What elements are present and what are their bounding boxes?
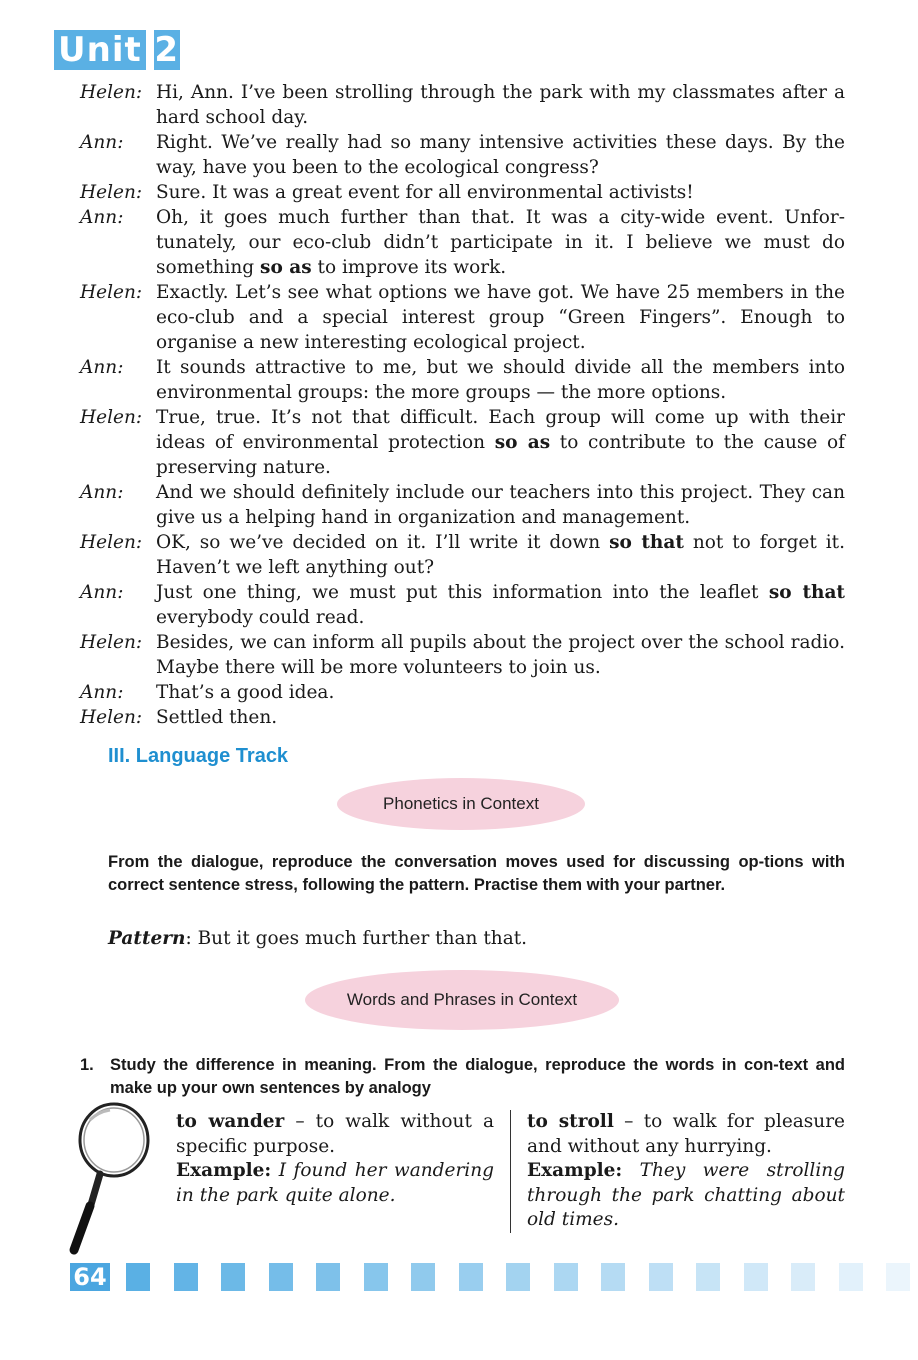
speech-text [156, 530, 845, 580]
example-label: Example: [176, 1160, 272, 1181]
emphasized-phrase: so as [494, 432, 551, 453]
page-number: 64 [70, 1263, 110, 1291]
footer-square [174, 1263, 198, 1291]
words-banner-label: Words and Phrases in Context [346, 990, 578, 1009]
dialogue-line [80, 130, 845, 180]
definition-term: to stroll [527, 1111, 614, 1132]
pattern-line [108, 926, 527, 951]
speaker-name: Ann: [80, 357, 124, 378]
speech-fragment: to contribute to the cause of preserving nature. [156, 432, 845, 478]
speech-fragment: True, true. It’s not that difficult. Each group will come up with their ideas of environmental protection [156, 407, 845, 453]
speech-text: It sounds attractive to me, but we should divide all the members into environmental groups: the more groups — the more options. [156, 357, 845, 403]
phonetics-in-context-banner [337, 778, 585, 830]
footer-square [221, 1263, 245, 1291]
footer-square [601, 1263, 625, 1291]
speech-text: Hi, Ann. I’ve been strolling through the park with my classmates after a hard school day. [156, 82, 845, 128]
footer-square [411, 1263, 435, 1291]
speaker-name: Ann: [80, 207, 124, 228]
example-text: I found her wandering in the park quite alone. [176, 1160, 494, 1206]
phonetics-banner-label: Phonetics in Context [383, 794, 539, 813]
footer-square [744, 1263, 768, 1291]
pattern-label: Pattern [108, 928, 186, 949]
emphasized-phrase: so that [768, 582, 845, 603]
example-label: Example: [527, 1160, 623, 1181]
footer-square [126, 1263, 150, 1291]
emphasized-phrase: so that [609, 532, 684, 553]
footer-square [316, 1263, 340, 1291]
speaker-name: Helen: [80, 707, 143, 728]
speech-fragment: Oh, it goes much further than that. It was a city-wide event. Unfor-tunately, our eco-club didn’t participate in it. I believe we must do something [156, 207, 845, 278]
speech-fragment: everybody could read. [156, 607, 365, 628]
task-text: Study the difference in meaning. From the dialogue, reproduce the words in con-text and make up your own sentences by analogy [110, 1056, 845, 1097]
task-number: 1. [80, 1056, 94, 1074]
speaker-name: Helen: [80, 82, 143, 103]
definition-wander [176, 1110, 510, 1233]
footer-square [791, 1263, 815, 1291]
footer-square [696, 1263, 720, 1291]
words-and-phrases-banner [305, 970, 619, 1030]
definition-term: to wander [176, 1111, 285, 1132]
dialogue-line [80, 180, 845, 205]
footer-square [649, 1263, 673, 1291]
definition-meaning: – to walk for pleasure and without any hurrying. [527, 1111, 845, 1157]
unit-header [54, 30, 180, 70]
speech-text: Besides, we can inform all pupils about the project over the school radio. Maybe there will be more volunteers to join us. [156, 632, 845, 678]
dialogue-line [80, 280, 845, 355]
speaker-name: Ann: [80, 482, 124, 503]
speech-text [156, 580, 845, 630]
speaker-name: Helen: [80, 282, 143, 303]
dialogue-line [80, 480, 845, 530]
dialogue-line [80, 355, 845, 405]
page-footer [70, 1263, 110, 1291]
speech-text [156, 405, 845, 480]
definition-meaning: – to walk without a specific purpose. [176, 1111, 494, 1157]
speaker-name: Helen: [80, 632, 143, 653]
dialogue-line [80, 580, 845, 630]
speaker-name: Helen: [80, 532, 143, 553]
speech-text: Exactly. Let’s see what options we have got. We have 25 members in the eco-club and a special interest group “Green Fingers”. Enough to organise a new interesting ecological project. [156, 282, 845, 353]
speech-text: Right. We’ve really had so many intensive activities these days. By the way, have you been to the ecological congress? [156, 132, 845, 178]
unit-number: 2 [154, 30, 180, 70]
speaker-name: Ann: [80, 132, 124, 153]
footer-square [554, 1263, 578, 1291]
speaker-name: Ann: [80, 682, 124, 703]
dialogue-line [80, 530, 845, 580]
speech-text: And we should definitely include our teachers into this project. They can give us a helping hand in organization and management. [156, 482, 845, 528]
section-title: III. Language Track [108, 745, 289, 767]
example-text: They were strolling through the park chatting about old times. [527, 1160, 845, 1230]
speech-text [156, 205, 845, 280]
speech-fragment: to improve its work. [311, 257, 507, 278]
dialogue-line [80, 405, 845, 480]
speaker-name: Ann: [80, 582, 124, 603]
speech-fragment: not to forget it. Haven’t we left anything out? [156, 532, 845, 578]
speaker-name: Helen: [80, 182, 143, 203]
definition-stroll [510, 1110, 845, 1233]
footer-square [886, 1263, 910, 1291]
footer-square [269, 1263, 293, 1291]
magnifying-glass-icon [62, 1098, 162, 1258]
speaker-name: Helen: [80, 407, 143, 428]
task-1 [80, 1054, 845, 1100]
speech-text: Settled then. [156, 707, 278, 728]
speech-fragment: Just one thing, we must put this information into the leaflet [156, 582, 769, 603]
speech-fragment: OK, so we’ve decided on it. I’ll write it down [156, 532, 610, 553]
footer-square [506, 1263, 530, 1291]
unit-label: Unit [54, 30, 146, 70]
footer-square [459, 1263, 483, 1291]
speech-text: That’s a good idea. [156, 682, 335, 703]
dialogue-line [80, 205, 845, 280]
speech-text: Sure. It was a great event for all environmental activists! [156, 182, 694, 203]
dialogue-line [80, 705, 845, 730]
dialogue-line [80, 630, 845, 680]
dialogue [80, 80, 845, 730]
phonetics-task: From the dialogue, reproduce the conversation moves used for discussing op-tions with correct sentence stress, following the pattern. Practise them with your partner. [108, 853, 845, 894]
dialogue-line [80, 680, 845, 705]
word-definitions [176, 1110, 846, 1233]
footer-square [364, 1263, 388, 1291]
pattern-text: : But it goes much further than that. [185, 928, 528, 949]
dialogue-line [80, 80, 845, 130]
emphasized-phrase: so as [260, 257, 312, 278]
footer-decoration [126, 1263, 906, 1291]
footer-square [839, 1263, 863, 1291]
